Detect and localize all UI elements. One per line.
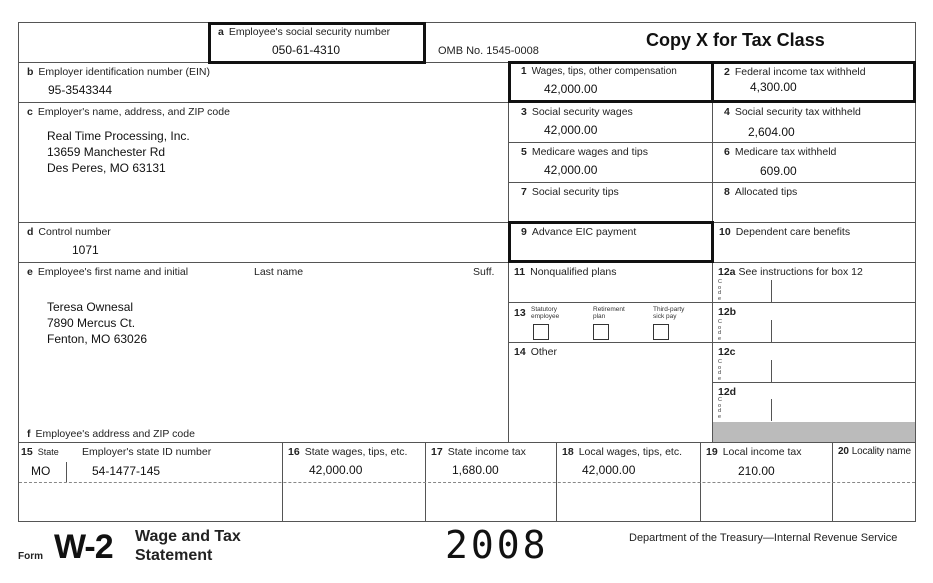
box2-value[interactable]: 4,300.00 — [750, 80, 797, 94]
employer-address-line-1[interactable]: Real Time Processing, Inc. — [47, 129, 190, 143]
employer-address-line-3[interactable]: Des Peres, MO 63131 — [47, 161, 166, 175]
rule-10 — [18, 442, 916, 443]
employee-address-line-1[interactable]: Teresa Ownesal — [47, 300, 134, 314]
ssn-label: a Employee's social security number — [218, 26, 391, 38]
rule-5 — [18, 222, 916, 223]
box4-value[interactable]: 2,604.00 — [748, 125, 795, 139]
box1-label: 1 Wages, tips, other compensation — [521, 66, 677, 77]
box18-label: 18 Local wages, tips, etc. — [562, 446, 682, 458]
form-title-line-2: Statement — [135, 547, 213, 564]
box5-value[interactable]: 42,000.00 — [544, 163, 598, 177]
employee-name-label: e Employee's first name and initial — [27, 266, 189, 278]
box6-label: 6 Medicare tax withheld — [724, 146, 837, 158]
rule-6 — [18, 262, 916, 263]
employee-address-line-2[interactable]: 7890 Mercus Ct. — [47, 316, 136, 330]
box12d-code-label: C o d e — [718, 397, 722, 420]
box19-label: 19 Local income tax — [706, 446, 802, 458]
form-title-line-1: Wage and Tax — [135, 528, 241, 545]
department-line: Department of the Treasury—Internal Revenue Service — [629, 532, 898, 544]
vrule-state-tick — [66, 462, 67, 482]
state-value[interactable]: MO — [31, 464, 51, 478]
box19-value[interactable]: 210.00 — [738, 464, 775, 478]
box12a-label: 12a See instructions for box 12 — [718, 266, 863, 278]
rule-9 — [712, 382, 916, 383]
box18-value[interactable]: 42,000.00 — [582, 463, 636, 477]
box17-label: 17 State income tax — [431, 446, 526, 458]
box12b-divider — [771, 320, 772, 342]
box16-value[interactable]: 42,000.00 — [309, 463, 363, 477]
box10-label: 10 Dependent care benefits — [719, 226, 851, 238]
box13-sickpay-label: Third-party sick pay — [653, 306, 685, 320]
box12c-label: 12c — [718, 346, 736, 358]
frame-top — [18, 22, 916, 23]
box9-label: 9 Advance EIC payment — [521, 226, 637, 238]
box7-label: 7 Social security tips — [521, 186, 619, 198]
box12b-label: 12b — [718, 306, 737, 318]
box12b-code-label: C o d e — [718, 319, 722, 342]
state-row-divider — [19, 482, 915, 483]
employer-address-line-2[interactable]: 13659 Manchester Rd — [47, 145, 166, 159]
box12d-divider — [771, 399, 772, 421]
box5-label: 5 Medicare wages and tips — [521, 146, 648, 158]
box13-retirement-label: Retirement plan — [593, 306, 625, 320]
shaded-cell — [713, 422, 915, 442]
control-number-value[interactable]: 1071 — [72, 243, 99, 257]
third-party-sick-pay-checkbox[interactable] — [653, 324, 669, 340]
box17-value[interactable]: 1,680.00 — [452, 463, 499, 477]
box13-statutory-label: Statutory employee — [531, 306, 560, 320]
box14-label: 14 Other — [514, 346, 557, 358]
box12d-label: 12d — [718, 386, 737, 398]
ein-label: b Employer identification number (EIN) — [27, 66, 210, 78]
box15-label: 15 State — [21, 446, 59, 458]
state-id-label: Employer's state ID number — [82, 446, 212, 458]
box12a-code-label: C o d e — [718, 279, 722, 302]
suffix-label: Suff. — [473, 266, 495, 278]
box3-value[interactable]: 42,000.00 — [544, 123, 598, 137]
form-id: W-2 — [54, 528, 113, 566]
tax-year: 2008 — [445, 523, 549, 567]
retirement-plan-checkbox[interactable] — [593, 324, 609, 340]
box13-number: 13 — [514, 307, 526, 319]
frame-bottom — [18, 521, 916, 522]
box2-label: 2 Federal income tax withheld — [724, 66, 866, 78]
omb-number: OMB No. 1545-0008 — [438, 45, 539, 57]
box20-label: 20 Locality name — [838, 446, 911, 457]
employee-address-line-3[interactable]: Fenton, MO 63026 — [47, 332, 148, 346]
box12a-divider — [771, 280, 772, 302]
last-name-label: Last name — [254, 266, 304, 278]
form-word: Form — [18, 551, 43, 562]
box12c-divider — [771, 360, 772, 382]
employer-name-label: c Employer's name, address, and ZIP code — [27, 106, 230, 118]
statutory-employee-checkbox[interactable] — [533, 324, 549, 340]
box6-value[interactable]: 609.00 — [760, 164, 797, 178]
box1-value[interactable]: 42,000.00 — [544, 82, 598, 96]
box3-label: 3 Social security wages — [521, 106, 633, 118]
box11-label: 11 Nonqualified plans — [514, 266, 617, 278]
box4-label: 4 Social security tax withheld — [724, 106, 861, 118]
ein-value[interactable]: 95-3543344 — [48, 83, 113, 97]
box12c-code-label: C o d e — [718, 359, 722, 382]
copy-title: Copy X for Tax Class — [646, 30, 825, 50]
employee-address-label: f Employee's address and ZIP code — [27, 428, 195, 440]
box8-label: 8 Allocated tips — [724, 186, 798, 198]
control-number-label: d Control number — [27, 226, 111, 238]
ssn-value[interactable]: 050-61-4310 — [272, 43, 341, 57]
state-id-value[interactable]: 54-1477-145 — [92, 464, 161, 478]
frame-left — [18, 22, 19, 522]
box16-label: 16 State wages, tips, etc. — [288, 446, 408, 458]
